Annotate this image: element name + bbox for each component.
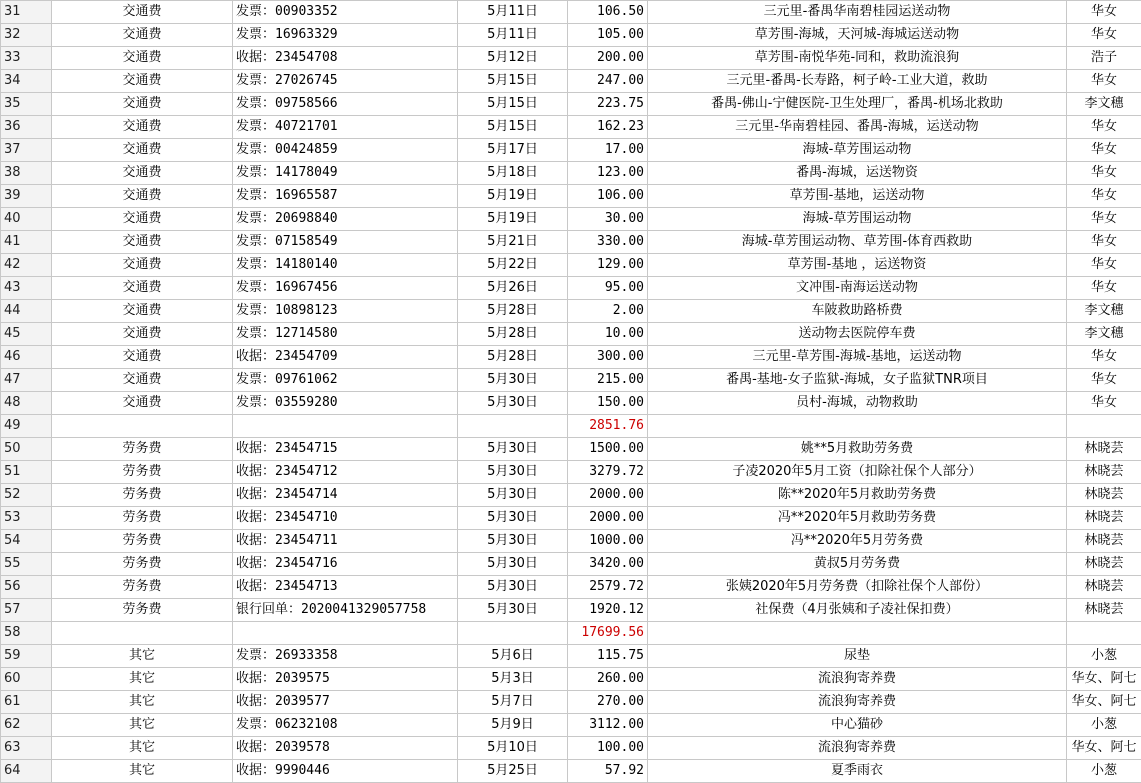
document-number-cell[interactable]: 收据：23454712 (233, 461, 458, 484)
row-number-cell[interactable]: 42 (1, 254, 52, 277)
amount-cell[interactable]: 2000.00 (568, 484, 648, 507)
row-number-cell[interactable]: 43 (1, 277, 52, 300)
row-number-cell[interactable]: 64 (1, 760, 52, 783)
handler-cell[interactable]: 小葱 (1067, 760, 1141, 783)
table-row (1, 323, 1141, 346)
row-number-cell[interactable]: 38 (1, 162, 52, 185)
document-number-cell[interactable]: 收据：23454714 (233, 484, 458, 507)
handler-cell[interactable] (1067, 415, 1141, 438)
category-cell[interactable]: 交通费 (52, 1, 233, 24)
category-cell[interactable]: 交通费 (52, 116, 233, 139)
document-number-cell[interactable]: 发票：12714580 (233, 323, 458, 346)
date-cell[interactable]: 5月30日 (458, 507, 568, 530)
amount-cell[interactable]: 1920.12 (568, 599, 648, 622)
document-number-cell[interactable]: 收据：2039575 (233, 668, 458, 691)
table-row (1, 70, 1141, 93)
document-number-cell[interactable]: 发票：00424859 (233, 139, 458, 162)
table-row (1, 162, 1141, 185)
table-row (1, 737, 1141, 760)
document-number-cell[interactable]: 收据：23454710 (233, 507, 458, 530)
row-number-cell[interactable]: 46 (1, 346, 52, 369)
row-number-cell[interactable]: 44 (1, 300, 52, 323)
row-number-cell[interactable]: 51 (1, 461, 52, 484)
amount-cell[interactable]: 3420.00 (568, 553, 648, 576)
date-cell[interactable]: 5月19日 (458, 208, 568, 231)
category-cell[interactable]: 劳务费 (52, 438, 233, 461)
table-row (1, 300, 1141, 323)
handler-cell[interactable]: 华女 (1067, 1, 1141, 24)
handler-cell[interactable]: 林晓芸 (1067, 507, 1141, 530)
table-row (1, 553, 1141, 576)
document-number-cell[interactable]: 发票：14180140 (233, 254, 458, 277)
handler-cell[interactable]: 李文穗 (1067, 93, 1141, 116)
handler-cell[interactable]: 华女 (1067, 208, 1141, 231)
category-cell[interactable]: 劳务费 (52, 530, 233, 553)
row-number-cell[interactable]: 39 (1, 185, 52, 208)
handler-cell[interactable]: 华女 (1067, 139, 1141, 162)
table-row (1, 185, 1141, 208)
document-number-cell[interactable]: 收据：23454713 (233, 576, 458, 599)
row-number-cell[interactable]: 52 (1, 484, 52, 507)
document-number-cell[interactable] (233, 622, 458, 645)
row-number-cell[interactable]: 49 (1, 415, 52, 438)
category-cell[interactable]: 其它 (52, 737, 233, 760)
date-cell[interactable]: 5月30日 (458, 530, 568, 553)
description-cell[interactable]: 社保费（4月张姨和子凌社保扣费） (648, 599, 1067, 622)
table-row (1, 231, 1141, 254)
description-cell[interactable]: 三元里-番禺-长寿路，柯子岭-工业大道，救助 (648, 70, 1067, 93)
date-cell[interactable] (458, 415, 568, 438)
handler-cell[interactable]: 林晓芸 (1067, 530, 1141, 553)
document-number-cell[interactable]: 收据：2039578 (233, 737, 458, 760)
spreadsheet-body (1, 1, 1141, 783)
table-row (1, 93, 1141, 116)
category-cell[interactable]: 交通费 (52, 93, 233, 116)
description-cell[interactable]: 番禺-海城，运送物资 (648, 162, 1067, 185)
amount-cell[interactable]: 129.00 (568, 254, 648, 277)
document-number-cell[interactable]: 收据：23454715 (233, 438, 458, 461)
date-cell[interactable]: 5月15日 (458, 93, 568, 116)
description-cell[interactable]: 子凌2020年5月工资（扣除社保个人部分） (648, 461, 1067, 484)
amount-cell[interactable]: 115.75 (568, 645, 648, 668)
category-cell[interactable]: 交通费 (52, 139, 233, 162)
row-number-cell[interactable]: 59 (1, 645, 52, 668)
amount-cell[interactable]: 200.00 (568, 47, 648, 70)
amount-cell[interactable]: 300.00 (568, 346, 648, 369)
category-cell[interactable]: 交通费 (52, 185, 233, 208)
document-number-cell[interactable]: 发票：40721701 (233, 116, 458, 139)
handler-cell[interactable]: 华女 (1067, 70, 1141, 93)
date-cell[interactable]: 5月11日 (458, 24, 568, 47)
document-number-cell[interactable]: 发票：27026745 (233, 70, 458, 93)
amount-cell[interactable]: 260.00 (568, 668, 648, 691)
document-number-cell[interactable]: 收据：2039577 (233, 691, 458, 714)
handler-cell[interactable]: 华女 (1067, 346, 1141, 369)
handler-cell[interactable]: 华女 (1067, 369, 1141, 392)
handler-cell[interactable]: 李文穗 (1067, 323, 1141, 346)
row-number-cell[interactable]: 35 (1, 93, 52, 116)
handler-cell[interactable]: 小葱 (1067, 714, 1141, 737)
amount-cell[interactable]: 106.00 (568, 185, 648, 208)
handler-cell[interactable]: 林晓芸 (1067, 484, 1141, 507)
date-cell[interactable]: 5月19日 (458, 185, 568, 208)
amount-cell[interactable]: 162.23 (568, 116, 648, 139)
document-number-cell[interactable] (233, 415, 458, 438)
handler-cell[interactable]: 华女 (1067, 277, 1141, 300)
description-cell[interactable]: 海城-草芳围运动物 (648, 139, 1067, 162)
description-cell[interactable]: 三元里-华南碧桂园、番禺-海城，运送动物 (648, 116, 1067, 139)
document-number-cell[interactable]: 收据：9990446 (233, 760, 458, 783)
handler-cell[interactable]: 林晓芸 (1067, 438, 1141, 461)
handler-cell[interactable]: 华女、阿七 (1067, 737, 1141, 760)
table-row (1, 392, 1141, 415)
row-number-cell[interactable]: 63 (1, 737, 52, 760)
description-cell[interactable]: 草芳围-南悦华苑-同和，救助流浪狗 (648, 47, 1067, 70)
date-cell[interactable]: 5月11日 (458, 1, 568, 24)
category-cell[interactable]: 其它 (52, 668, 233, 691)
category-cell[interactable]: 其它 (52, 714, 233, 737)
document-number-cell[interactable]: 发票：26933358 (233, 645, 458, 668)
handler-cell[interactable]: 华女 (1067, 254, 1141, 277)
amount-cell[interactable]: 95.00 (568, 277, 648, 300)
row-number-cell[interactable]: 37 (1, 139, 52, 162)
description-cell[interactable]: 姚**5月救助劳务费 (648, 438, 1067, 461)
amount-cell[interactable]: 106.50 (568, 1, 648, 24)
description-cell[interactable]: 陈**2020年5月救助劳务费 (648, 484, 1067, 507)
description-cell[interactable]: 海城-草芳围运动物、草芳围-体育西救助 (648, 231, 1067, 254)
description-cell[interactable]: 尿垫 (648, 645, 1067, 668)
row-number-cell[interactable]: 58 (1, 622, 52, 645)
row-number-cell[interactable]: 47 (1, 369, 52, 392)
category-cell[interactable] (52, 415, 233, 438)
subtotal-row (1, 622, 1141, 645)
date-cell[interactable]: 5月6日 (458, 645, 568, 668)
description-cell[interactable]: 三元里-草芳围-海城-基地，运送动物 (648, 346, 1067, 369)
category-cell[interactable]: 交通费 (52, 277, 233, 300)
row-number-cell[interactable]: 33 (1, 47, 52, 70)
description-cell[interactable]: 张姨2020年5月劳务费（扣除社保个人部份） (648, 576, 1067, 599)
row-number-cell[interactable]: 40 (1, 208, 52, 231)
description-cell[interactable]: 员村-海城，动物救助 (648, 392, 1067, 415)
category-cell[interactable]: 其它 (52, 760, 233, 783)
row-number-cell[interactable]: 50 (1, 438, 52, 461)
description-cell[interactable]: 黄叔5月劳务费 (648, 553, 1067, 576)
date-cell[interactable]: 5月30日 (458, 484, 568, 507)
subtotal-amount-cell[interactable]: 2851.76 (568, 415, 648, 438)
category-cell[interactable]: 交通费 (52, 392, 233, 415)
category-cell[interactable]: 交通费 (52, 70, 233, 93)
date-cell[interactable]: 5月12日 (458, 47, 568, 70)
amount-cell[interactable]: 123.00 (568, 162, 648, 185)
category-cell[interactable]: 交通费 (52, 346, 233, 369)
date-cell[interactable]: 5月17日 (458, 139, 568, 162)
amount-cell[interactable]: 30.00 (568, 208, 648, 231)
document-number-cell[interactable]: 收据：23454711 (233, 530, 458, 553)
date-cell[interactable]: 5月30日 (458, 392, 568, 415)
description-cell[interactable]: 草芳围-基地，运送动物 (648, 185, 1067, 208)
amount-cell[interactable]: 150.00 (568, 392, 648, 415)
row-number-cell[interactable]: 41 (1, 231, 52, 254)
date-cell[interactable]: 5月28日 (458, 346, 568, 369)
date-cell[interactable]: 5月30日 (458, 461, 568, 484)
amount-cell[interactable]: 57.92 (568, 760, 648, 783)
table-row (1, 530, 1141, 553)
category-cell[interactable]: 劳务费 (52, 484, 233, 507)
amount-cell[interactable]: 3279.72 (568, 461, 648, 484)
description-cell[interactable]: 流浪狗寄养费 (648, 737, 1067, 760)
row-number-cell[interactable]: 31 (1, 1, 52, 24)
date-cell[interactable]: 5月21日 (458, 231, 568, 254)
date-cell[interactable]: 5月26日 (458, 277, 568, 300)
date-cell[interactable]: 5月30日 (458, 599, 568, 622)
category-cell[interactable]: 交通费 (52, 231, 233, 254)
table-row (1, 24, 1141, 47)
amount-cell[interactable]: 2000.00 (568, 507, 648, 530)
document-number-cell[interactable]: 发票：09761062 (233, 369, 458, 392)
handler-cell[interactable]: 林晓芸 (1067, 576, 1141, 599)
date-cell[interactable]: 5月30日 (458, 576, 568, 599)
table-row (1, 461, 1141, 484)
date-cell[interactable]: 5月7日 (458, 691, 568, 714)
description-cell[interactable]: 中心猫砂 (648, 714, 1067, 737)
description-cell[interactable]: 番禺-基地-女子监狱-海城，女子监狱TNR项目 (648, 369, 1067, 392)
amount-cell[interactable]: 247.00 (568, 70, 648, 93)
row-number-cell[interactable]: 48 (1, 392, 52, 415)
category-cell[interactable]: 交通费 (52, 254, 233, 277)
row-number-cell[interactable]: 45 (1, 323, 52, 346)
amount-cell[interactable]: 215.00 (568, 369, 648, 392)
category-cell[interactable]: 其它 (52, 691, 233, 714)
table-row (1, 507, 1141, 530)
document-number-cell[interactable]: 发票：03559280 (233, 392, 458, 415)
category-cell[interactable]: 劳务费 (52, 576, 233, 599)
table-row (1, 668, 1141, 691)
date-cell[interactable]: 5月30日 (458, 553, 568, 576)
row-number-cell[interactable]: 32 (1, 24, 52, 47)
document-number-cell[interactable]: 收据：23454709 (233, 346, 458, 369)
table-row (1, 47, 1141, 70)
date-cell[interactable]: 5月28日 (458, 300, 568, 323)
category-cell[interactable]: 交通费 (52, 323, 233, 346)
document-number-cell[interactable]: 发票：00903352 (233, 1, 458, 24)
subtotal-amount-cell[interactable]: 17699.56 (568, 622, 648, 645)
amount-cell[interactable]: 1000.00 (568, 530, 648, 553)
document-number-cell[interactable]: 收据：23454716 (233, 553, 458, 576)
description-cell[interactable]: 三元里-番禺华南碧桂园运送动物 (648, 1, 1067, 24)
document-number-cell[interactable]: 发票：20698840 (233, 208, 458, 231)
table-row (1, 691, 1141, 714)
description-cell[interactable] (648, 622, 1067, 645)
table-row (1, 254, 1141, 277)
amount-cell[interactable]: 105.00 (568, 24, 648, 47)
category-cell[interactable]: 交通费 (52, 369, 233, 392)
document-number-cell[interactable]: 收据：23454708 (233, 47, 458, 70)
row-number-cell[interactable]: 62 (1, 714, 52, 737)
handler-cell[interactable]: 华女 (1067, 162, 1141, 185)
description-cell[interactable]: 冯**2020年5月救助劳务费 (648, 507, 1067, 530)
date-cell[interactable]: 5月10日 (458, 737, 568, 760)
handler-cell[interactable]: 林晓芸 (1067, 599, 1141, 622)
description-cell[interactable]: 夏季雨衣 (648, 760, 1067, 783)
description-cell[interactable]: 流浪狗寄养费 (648, 668, 1067, 691)
date-cell[interactable]: 5月28日 (458, 323, 568, 346)
category-cell[interactable]: 劳务费 (52, 507, 233, 530)
handler-cell[interactable]: 华女 (1067, 116, 1141, 139)
amount-cell[interactable]: 100.00 (568, 737, 648, 760)
row-number-cell[interactable]: 57 (1, 599, 52, 622)
table-row (1, 277, 1141, 300)
description-cell[interactable]: 车陂救助路桥费 (648, 300, 1067, 323)
date-cell[interactable]: 5月3日 (458, 668, 568, 691)
document-number-cell[interactable]: 发票：16965587 (233, 185, 458, 208)
subtotal-row (1, 415, 1141, 438)
handler-cell[interactable]: 李文穗 (1067, 300, 1141, 323)
row-number-cell[interactable]: 54 (1, 530, 52, 553)
category-cell[interactable]: 劳务费 (52, 599, 233, 622)
document-number-cell[interactable]: 发票：14178049 (233, 162, 458, 185)
amount-cell[interactable]: 223.75 (568, 93, 648, 116)
handler-cell[interactable]: 华女 (1067, 185, 1141, 208)
description-cell[interactable]: 海城-草芳围运动物 (648, 208, 1067, 231)
amount-cell[interactable]: 17.00 (568, 139, 648, 162)
category-cell[interactable]: 劳务费 (52, 461, 233, 484)
category-cell[interactable]: 交通费 (52, 300, 233, 323)
document-number-cell[interactable]: 发票：10898123 (233, 300, 458, 323)
description-cell[interactable]: 送动物去医院停车费 (648, 323, 1067, 346)
category-cell[interactable]: 交通费 (52, 162, 233, 185)
handler-cell[interactable]: 华女 (1067, 24, 1141, 47)
table-row (1, 346, 1141, 369)
handler-cell[interactable]: 浩子 (1067, 47, 1141, 70)
description-cell[interactable]: 文冲围-南海运送动物 (648, 277, 1067, 300)
table-row (1, 208, 1141, 231)
handler-cell[interactable]: 林晓芸 (1067, 553, 1141, 576)
handler-cell[interactable]: 华女 (1067, 231, 1141, 254)
row-number-cell[interactable]: 60 (1, 668, 52, 691)
document-number-cell[interactable]: 发票：07158549 (233, 231, 458, 254)
date-cell[interactable]: 5月18日 (458, 162, 568, 185)
handler-cell[interactable]: 林晓芸 (1067, 461, 1141, 484)
table-row (1, 484, 1141, 507)
category-cell[interactable] (52, 622, 233, 645)
row-number-cell[interactable]: 56 (1, 576, 52, 599)
amount-cell[interactable]: 330.00 (568, 231, 648, 254)
handler-cell[interactable]: 华女 (1067, 392, 1141, 415)
category-cell[interactable]: 其它 (52, 645, 233, 668)
document-number-cell[interactable]: 发票：16963329 (233, 24, 458, 47)
row-number-cell[interactable]: 36 (1, 116, 52, 139)
description-cell[interactable]: 流浪狗寄养费 (648, 691, 1067, 714)
amount-cell[interactable]: 3112.00 (568, 714, 648, 737)
table-row (1, 116, 1141, 139)
row-number-cell[interactable]: 61 (1, 691, 52, 714)
document-number-cell[interactable]: 发票：09758566 (233, 93, 458, 116)
table-row (1, 139, 1141, 162)
date-cell[interactable]: 5月9日 (458, 714, 568, 737)
date-cell[interactable]: 5月30日 (458, 438, 568, 461)
description-cell[interactable]: 番禺-佛山-宁健医院-卫生处理厂，番禺-机场北救助 (648, 93, 1067, 116)
date-cell[interactable]: 5月15日 (458, 116, 568, 139)
amount-cell[interactable]: 1500.00 (568, 438, 648, 461)
date-cell[interactable] (458, 622, 568, 645)
document-number-cell[interactable]: 银行回单：2020041329057758 (233, 599, 458, 622)
table-row (1, 599, 1141, 622)
amount-cell[interactable]: 2.00 (568, 300, 648, 323)
date-cell[interactable]: 5月22日 (458, 254, 568, 277)
amount-cell[interactable]: 270.00 (568, 691, 648, 714)
handler-cell[interactable]: 华女、阿七 (1067, 691, 1141, 714)
category-cell[interactable]: 劳务费 (52, 553, 233, 576)
handler-cell[interactable]: 小葱 (1067, 645, 1141, 668)
row-number-cell[interactable]: 55 (1, 553, 52, 576)
document-number-cell[interactable]: 发票：06232108 (233, 714, 458, 737)
table-row (1, 645, 1141, 668)
row-number-cell[interactable]: 34 (1, 70, 52, 93)
table-row (1, 438, 1141, 461)
amount-cell[interactable]: 10.00 (568, 323, 648, 346)
handler-cell[interactable] (1067, 622, 1141, 645)
date-cell[interactable]: 5月25日 (458, 760, 568, 783)
table-row (1, 1, 1141, 24)
description-cell[interactable]: 冯**2020年5月劳务费 (648, 530, 1067, 553)
description-cell[interactable] (648, 415, 1067, 438)
category-cell[interactable]: 交通费 (52, 208, 233, 231)
row-number-cell[interactable]: 53 (1, 507, 52, 530)
amount-cell[interactable]: 2579.72 (568, 576, 648, 599)
category-cell[interactable]: 交通费 (52, 24, 233, 47)
table-row (1, 369, 1141, 392)
description-cell[interactable]: 草芳围-基地 ，运送物资 (648, 254, 1067, 277)
date-cell[interactable]: 5月30日 (458, 369, 568, 392)
description-cell[interactable]: 草芳围-海城，天河城-海城运送动物 (648, 24, 1067, 47)
table-row (1, 760, 1141, 783)
document-number-cell[interactable]: 发票：16967456 (233, 277, 458, 300)
table-row (1, 576, 1141, 599)
category-cell[interactable]: 交通费 (52, 47, 233, 70)
handler-cell[interactable]: 华女、阿七 (1067, 668, 1141, 691)
table-row (1, 714, 1141, 737)
date-cell[interactable]: 5月15日 (458, 70, 568, 93)
